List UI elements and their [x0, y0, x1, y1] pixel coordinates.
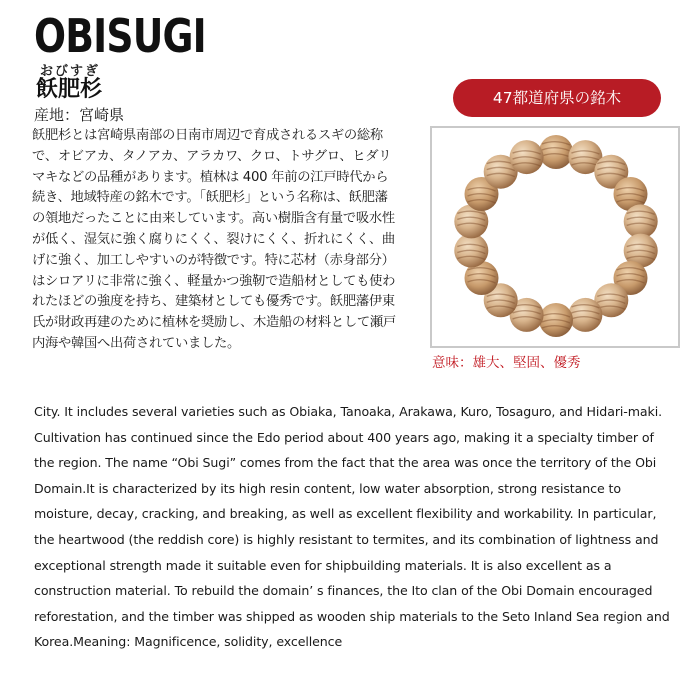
bead [454, 234, 488, 268]
bead [510, 140, 544, 174]
meaning-label: 意味：雄大、堅固、優秀 [432, 355, 581, 371]
bead [539, 135, 573, 169]
origin-label: 産地：宮崎県 [34, 106, 125, 124]
bead [624, 204, 658, 238]
bracelet-icon [432, 128, 678, 346]
product-title: OBISUGI [34, 9, 206, 63]
japanese-description: 飫肥杉とは宮崎県南部の日南市周辺で育成されるスギの総称で、オビアカ、タノアカ、アラカワ、クロ、トサグロ、ヒダリマキなどの品種があります。植林は 400 年前の江戸時代から続き、地域特産の銘木です。「飫肥杉」という名称は、飫肥藩の領地だったことに由来しています。高い樹脂含有量で吸水性が低く、湿気に強く腐りにくく、裂けにくく、折れにくく、曲げに強く、加工しやすいのが特徴です。特に芯材（赤身部分）はシロアリに非常に強く、軽量かつ強靭で造船材としても使われたほどの強度を持ち、建築材としても優秀です。飫肥藩伊東氏が財政再建のために植林を奨励し、木造船の材料として瀬戸内海や韓国へ出荷されていました。 [32, 128, 396, 351]
english-description: City. It includes several varieties such as Obiaka, Tanoaka, Arakawa, Kuro, Tosaguro, and Hidari-maki. Cultivation has continued since the Edo period about 400 years ago, making it a specialty timber of the region. The name “Obi Sugi” comes from the fact that the area was once the territory of the Obi Domain.It is characterized by its high resin content, low water absorption, strong resistance to moisture, decay, cracking, and breaking, as well as excellent flexibility and workability. In particular, the heartwood (the reddish core) is highly resistant to termites, and its combination of lightness and exceptional strength made it suitable even for shipbuilding materials. It is also excellent as a construction material. To rebuild the domain’ s finances, the Ito clan of the Obi Domain encouraged reforestation, and the timber was shipped as wooden ship materials to the Seto Inland Sea region and Korea.Meaning: Magnificence, solidity, excellence [34, 404, 670, 650]
bead [568, 298, 602, 332]
kana-reading: おびすぎ [40, 64, 101, 79]
kanji-name: 飫肥杉 [36, 77, 103, 102]
bracelet-photo [430, 126, 680, 348]
region-badge: 47都道府県の銘木 [453, 79, 661, 117]
bead [539, 303, 573, 337]
